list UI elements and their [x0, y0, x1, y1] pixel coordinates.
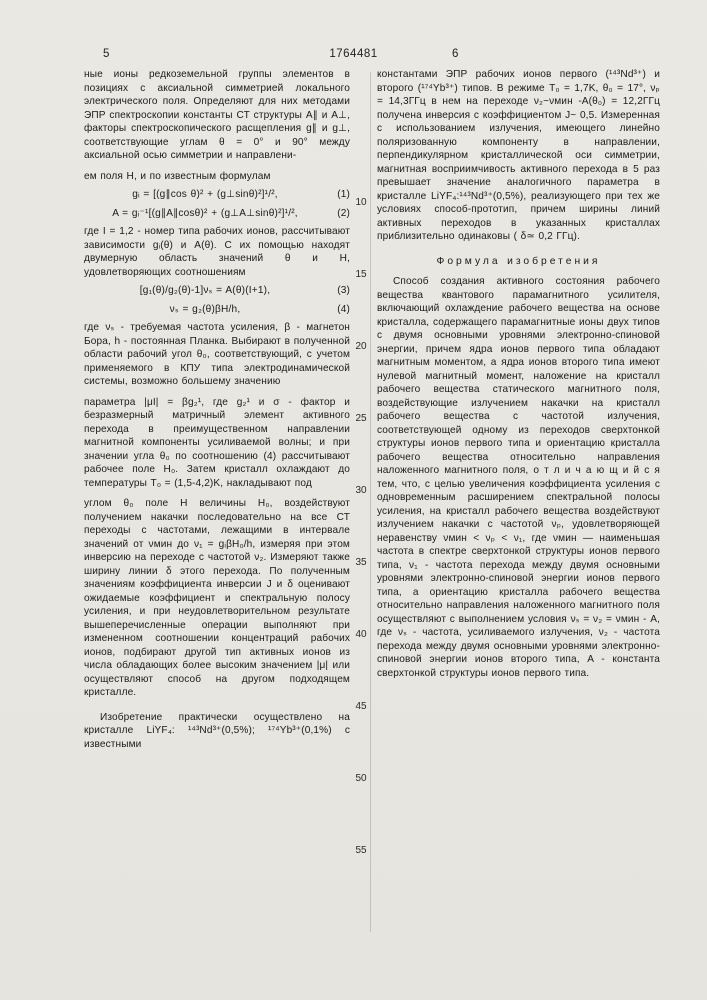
paragraph-where-definitions: где I = 1,2 - номер типа рабочих ионов, рассчитывают зависимости gᵢ(θ) и A(θ). С их помощью находят двумерную область значений θ и H, удовлетворяющих соотношениям	[84, 226, 350, 278]
formula-3	[86, 284, 350, 298]
formula-3-body: [g₁(θ)/g₂(θ)-1]νₛ = A(θ)(I+1),	[139, 285, 271, 296]
formula-4	[86, 303, 350, 317]
line-number-15: 15	[355, 269, 367, 280]
line-number-30: 30	[355, 485, 367, 496]
paragraph-procedure: углом θ₀ поле H величины H₀, воздействуют получением накачки последовательно на все СТ переходы с частотами, лежащими в интервале значений от νмин до ν₁ = gᵢβH₀/h, измеряя при этом инверсию на переходе с частотой ν₂. Измеряют также ширину линии δ этого перехода. По полученным значениям коэффициента инверсии J и δ оценивают ожидаемые коэффициент и спектральную полосу усиления, и при неудовлетворительном результате вышеперечисленные операции выполняют при измененном соотношении концентраций рабочих ионов, подбирают другой тип активных ионов из числа обладающих более высоким значением |μ| или осуществляют способ на другом подходящем кристалле.	[84, 498, 350, 698]
formula-1-number: (1)	[337, 189, 350, 200]
formula-2-number: (2)	[337, 207, 350, 219]
paragraph-frequency-definitions: где νₛ - требуемая частота усиления, β - магнетон Бора, h - постоянная Планка. Выбирают в полученной области рабочий угол θ₀, соответствующий, с учетом применяемого в КПУ типа электродинамической системы, возможно большему значению	[84, 322, 350, 387]
line-number-35: 35	[355, 557, 367, 568]
right-column	[377, 68, 660, 682]
patent-number: 1764481	[329, 48, 378, 60]
paragraph-intro-continued: ем поля H, и по известным формулам	[84, 170, 271, 182]
formula-2-body: A = gᵢ⁻¹[(g∥A∥cosθ)² + (g⊥A⊥sinθ)²]¹/²,	[112, 207, 298, 219]
line-number-55: 55	[355, 845, 367, 856]
claims-heading: Формула изобретения	[436, 255, 601, 267]
formula-3-number: (3)	[337, 285, 350, 296]
line-number-10: 10	[355, 197, 367, 208]
paragraph-implementation: Изобретение практически осуществлено на кристалле LiYF₄: ¹⁴³Nd³⁺(0,5%); ¹⁷⁴Yb³⁺(0,1%) с известными	[84, 711, 350, 750]
formula-1-body: gᵢ = [(g∥cos θ)² + (g⊥sinθ)²]¹/²,	[132, 189, 278, 200]
line-number-25: 25	[355, 413, 367, 424]
left-column	[84, 68, 350, 753]
paragraph-results: константами ЭПР рабочих ионов первого (¹⁴³Nd³⁺) и второго (¹⁷⁴Yb³⁺) типов. В режиме T₀ = 1,7K, θ₀ = 17°, νₚ = 14,3ГГц в нем на переходе ν₂~νмин -A(θ₀) = 12,2ГГц получена инверсия с коэффициентом J~ 0,5. Измеренная с использованием излучения, имеющего линейно поляризованную компоненту в направлении, перпендикулярном кристаллической оси симметрии, магнитная восприимчивость активного перехода в 5 раз превышает значение аналогичного параметра в кристалле LiYF₄:¹⁴³Nd³⁺(0,5%), реализующего при тех же условиях способ-прототип, причем ширины линий активных переходов в указанных кристаллах приблизительно одинаковы ( δ≃ 0,2 ГГц).	[377, 69, 660, 242]
line-number-45: 45	[355, 701, 367, 712]
formula-1	[86, 188, 350, 202]
line-number-20: 20	[355, 341, 367, 352]
paragraph-claim: Способ создания активного состояния рабочего вещества квантового парамагнитного усилителя, включающий охлаждение рабочего вещества на основе кристалла, содержащего парамагнитные ионы двух типов с двумя основными уровнями электронно-спиновой энергии, причем ядра ионов первого типа обладают магнитным моментом, а ядра ионов второго типа имеют нулевой магнитный момент, наложение на кристалл рабочего вещества статического магнитного поля, воздействующие излучением накачки на кристалл рабочего вещества с частотой излучения, соответствующей одному из переходов сверхтонкой структуры ионов первого типа и ориентацию кристалла рабочего вещества относительно направления наложенного магнитного поля, о т л и ч а ю щ и й с я тем, что, с целью увеличения коэффициента усиления с одновременным расширением спектральной полосы усиления, на кристалл рабочего вещества воздействуют излучением накачки с частотой νₚ, удовлетворяющей неравенству νмин < νₚ < ν₁, где νмин — наименьшая частота в спектре сверхтонкой структуры ионов первого типа, ν₁ - частота перехода между двумя основными уровнями электронно-спиновой энергии ионов первого типа, а ориентацию кристалла рабочего вещества относительно направления наложенного магнитного поля осуществляют с выполнением условия νₛ = ν₂ = νмин - A, где νₛ - частота, усиливаемого излучения, ν₂ - частота перехода между двумя основными уровнями электронно-спиновой энергии ионов второго типа, A - константа сверхтонкой структуры ионов первого типа.	[377, 276, 660, 679]
paragraph-intro: ные ионы редкоземельной группы элементов в позициях с аксиальной симметрией локального электрического поля. Определяют для них методами ЭПР спектроскопии константы СТ структуры A∥ и A⊥, факторы спектроскопического расщепления g∥ и g⊥, соответствующие углам θ = 0° и 90° между аксиальной осью симметрии и направлени-	[84, 69, 350, 161]
formula-2	[86, 207, 350, 221]
right-column-number: 6	[452, 48, 459, 60]
paragraph-parameter: параметра |μI| = βg₂¹, где g₂¹ и σ - фактор и безразмерный матричный элемент активного перехода в преимущественном направлении магнитной компоненты усиливаемой волны; и при значении угла θ₀ по соотношению (4) рассчитывают рабочее поле H₀. Затем кристалл охлаждают до температуры T₀ = (1,5-4,2)K, накладывают под	[84, 396, 350, 489]
line-number-40: 40	[355, 629, 367, 640]
left-column-number: 5	[103, 48, 110, 60]
line-number-50: 50	[355, 773, 367, 784]
formula-4-number: (4)	[337, 303, 350, 315]
formula-4-body: νₛ = g₂(θ)βH/h,	[169, 303, 241, 315]
